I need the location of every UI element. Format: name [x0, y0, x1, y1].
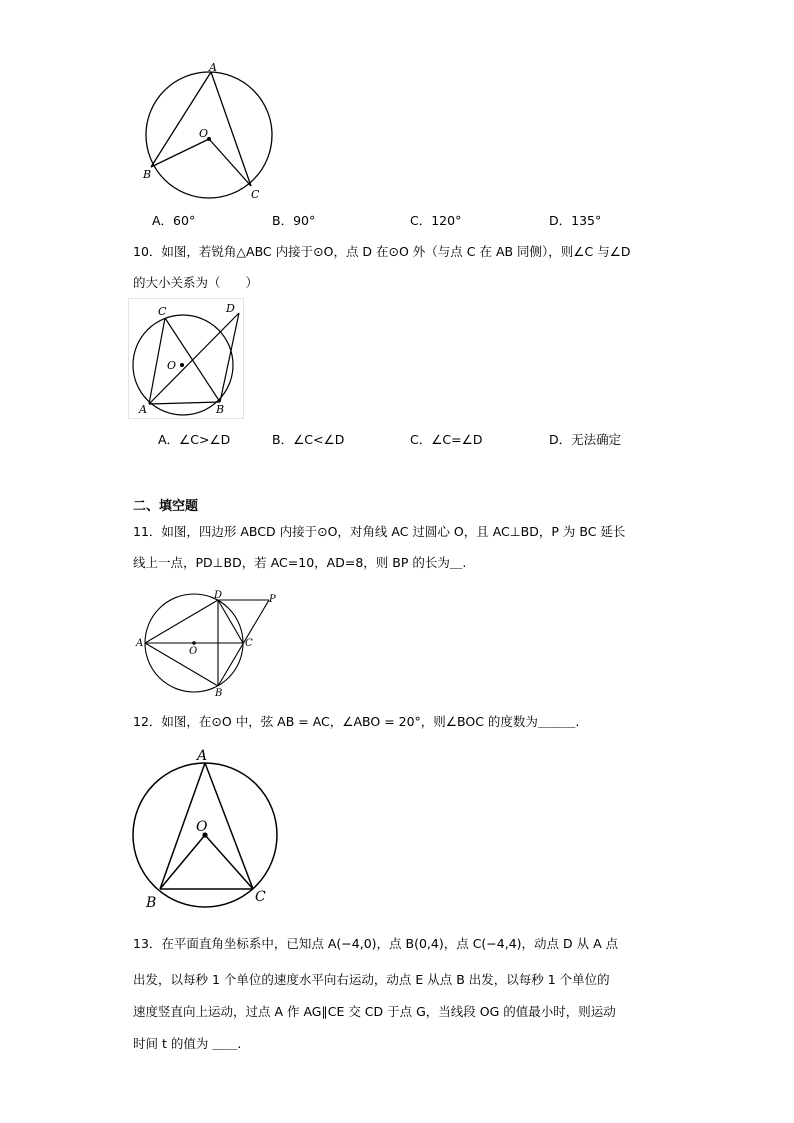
q9-segment-oc	[209, 139, 251, 186]
q9-option-d: D．135°	[549, 213, 602, 228]
q9-figure	[140, 60, 280, 205]
q11-label-c: C	[245, 638, 253, 649]
q10-stem-line1: 10．如图，若锐角△ABC 内接于⊙O，点 D 在⊙O 外（与点 C 在 AB 同侧），则∠C 与∠D	[133, 244, 631, 259]
q11-label-p: P	[269, 594, 276, 605]
q13-stem-line1: 13．在平面直角坐标系中，已知点 A(−4,0)，点 B(0,4)，点 C(−4,4)，动点 D 从 A 点	[133, 936, 619, 951]
q10-center-dot	[180, 363, 184, 367]
q9-circle	[146, 72, 272, 198]
q11-segment-ad	[145, 600, 218, 643]
section-title-fill-blank: 二、填空题	[133, 499, 199, 514]
q13-stem-line2: 出发，以每秒 1 个单位的速度水平向右运动，动点 E 从点 B 出发，以每秒 1 个单位的	[133, 972, 610, 987]
q10-figure	[128, 298, 248, 420]
q12-stem-line1: 12．如图，在⊙O 中，弦 AB = AC，∠ABO = 20°，则∠BOC 的度数为＿＿＿.	[133, 714, 580, 729]
q12-label-a: A	[197, 748, 208, 764]
q11-center-dot	[192, 641, 196, 645]
q10-option-a: A．∠C>∠D	[158, 432, 231, 447]
q10-figure-frame	[129, 299, 244, 419]
q9-label-o: O	[199, 127, 209, 140]
q10-segment-ab	[149, 402, 220, 404]
q10-label-d: D	[226, 302, 235, 315]
q10-stem-line2: 的大小关系为（ ）	[133, 275, 259, 290]
q12-label-c: C	[255, 889, 266, 905]
q11-label-b: B	[215, 688, 223, 698]
q12-segment-oc	[205, 835, 253, 889]
q10-option-b: B．∠C<∠D	[272, 432, 345, 447]
q13-stem-line4: 时间 t 的值为 ＿＿.	[133, 1036, 242, 1051]
q9-label-b: B	[143, 168, 152, 181]
q11-segment-dc	[218, 600, 243, 643]
q11-figure	[132, 588, 280, 698]
q10-option-d: D．无法确定	[549, 432, 622, 447]
q11-label-d: D	[214, 590, 223, 601]
q10-label-c: C	[158, 305, 167, 318]
q10-label-b: B	[216, 403, 225, 416]
q10-label-o: O	[167, 359, 177, 372]
q11-label-a: A	[136, 638, 144, 649]
q9-option-c: C．120°	[410, 213, 462, 228]
q11-label-o: O	[189, 646, 198, 657]
q11-segment-ab	[145, 643, 218, 686]
q10-segment-bd	[220, 313, 239, 402]
q9-option-a: A．60°	[152, 213, 196, 228]
q9-label-a: A	[209, 61, 217, 74]
q10-option-c: C．∠C=∠D	[410, 432, 483, 447]
q12-label-o: O	[196, 819, 208, 835]
q9-option-b: B．90°	[272, 213, 316, 228]
q13-stem-line3: 速度竖直向上运动，过点 A 作 AG∥CE 交 CD 于点 G，当线段 OG 的值最小时，则运动	[133, 1004, 616, 1019]
q11-stem-line1: 11．如图，四边形 ABCD 内接于⊙O，对角线 AC 过圆心 O，且 AC⊥BD，P 为 BC 延长	[133, 524, 626, 539]
q11-stem-line2: 线上一点，PD⊥BD，若 AC=10，AD=8，则 BP 的长为＿.	[133, 555, 467, 570]
q9-label-c: C	[251, 188, 260, 201]
q12-figure	[128, 745, 278, 913]
q12-label-b: B	[146, 895, 157, 911]
q12-segment-bo	[160, 835, 205, 889]
q12-segment-ac	[205, 763, 253, 889]
q9-segment-ac	[211, 72, 251, 186]
q10-label-a: A	[139, 403, 147, 416]
